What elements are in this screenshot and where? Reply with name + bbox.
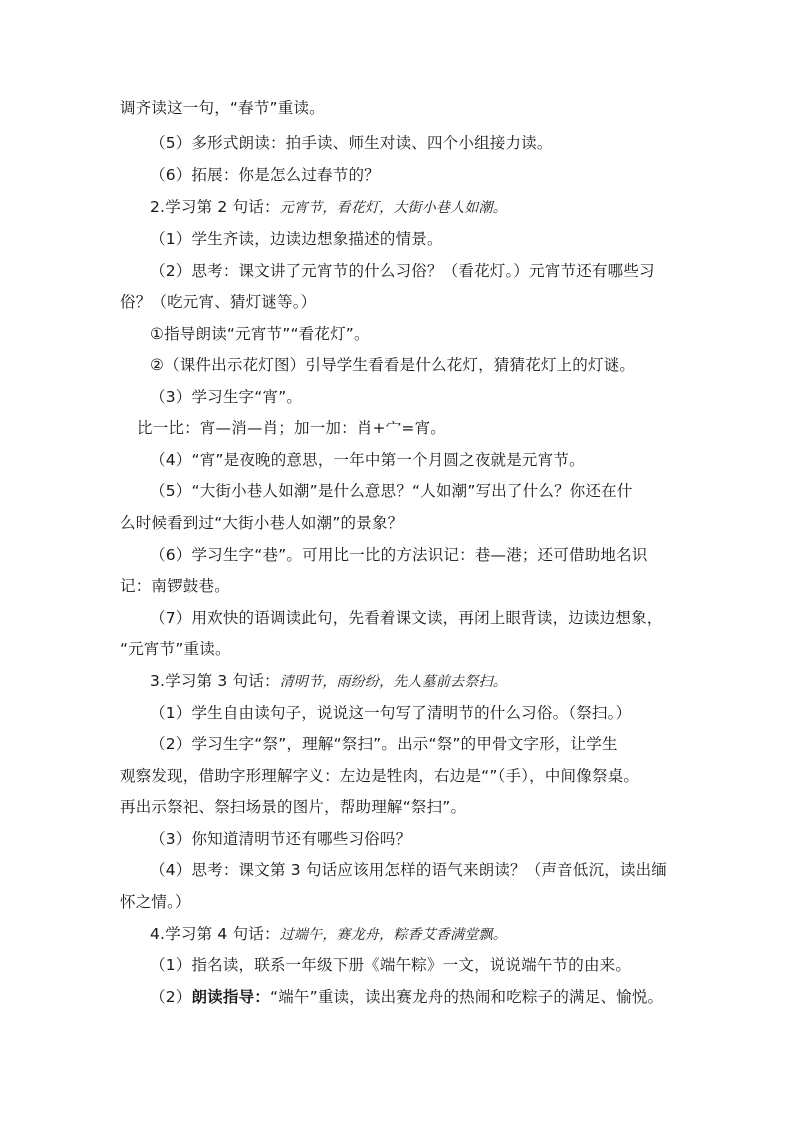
text-line: 再出示祭祀、祭扫场景的图片，帮助理解“祭扫”。 bbox=[120, 798, 467, 816]
text-line: ①指导朗读“元宵节”“看花灯”。 bbox=[150, 325, 370, 343]
text-line: “元宵节”重读。 bbox=[120, 640, 231, 658]
text-line: （4）思考：课文第 3 句话应该用怎样的语气来朗读？（声音低沉，读出缅 bbox=[150, 861, 668, 879]
text-line: ②（课件出示花灯图）引导学生看看是什么花灯，猜猜花灯上的灯谜。 bbox=[150, 356, 636, 374]
text-line: （2）学习生字“祭”，理解“祭扫”。出示“祭”的甲骨文字形，让学生 bbox=[150, 735, 618, 753]
text-line: 调齐读这一句，“春节”重读。 bbox=[120, 99, 325, 117]
text-line bbox=[150, 924, 507, 945]
list-marker: （2） bbox=[150, 988, 192, 1006]
text-line: 记：南锣鼓巷。 bbox=[120, 577, 230, 595]
lesson-sentence: 清明节，雨纷纷，先人墓前去祭扫。 bbox=[279, 674, 507, 690]
text-line: （2）思考：课文讲了元宵节的什么习俗？（看花灯。）元宵节还有哪些习 bbox=[150, 262, 655, 280]
text-line: 观察发现，借助字形理解字义：左边是牲肉，右边是“”（手），中间像祭桌。 bbox=[120, 767, 640, 785]
text-line: （6）学习生字“巷”。可用比一比的方法识记：巷—港；还可借助地名识 bbox=[150, 546, 648, 564]
text-line: （4）“宵”是夜晚的意思，一年中第一个月圆之夜就是元宵节。 bbox=[150, 451, 585, 469]
text-line: （7）用欢快的语调读此句，先看着课文读，再闭上眼背读，边读边想象， bbox=[150, 609, 663, 627]
text-line: 比一比：宵—消—肖；加一加：肖+宀=宵。 bbox=[137, 419, 446, 437]
reading-guide-text: “端午”重读，读出赛龙舟的热闹和吃粽子的满足、愉悦。 bbox=[269, 988, 664, 1006]
lesson-sentence: 元宵节，看花灯，大街小巷人如潮。 bbox=[279, 200, 507, 216]
text-line: 怀之情。） bbox=[120, 893, 191, 911]
text-line: 俗？（吃元宵、猜灯谜等。） bbox=[120, 293, 317, 311]
text-line: （6）拓展：你是怎么过春节的？ bbox=[150, 166, 380, 184]
text-line: 么时候看到过“大街小巷人如潮”的景象？ bbox=[120, 514, 404, 532]
section-heading: 2.学习第 2 句话： bbox=[150, 198, 280, 216]
text-line: （3）你知道清明节还有哪些习俗吗？ bbox=[150, 830, 412, 848]
lesson-sentence: 过端午，赛龙舟，粽香艾香满堂飘。 bbox=[279, 927, 507, 943]
text-line: （5）“大街小巷人如潮”是什么意思？“人如潮”写出了什么？你还在什 bbox=[150, 482, 633, 500]
text-line: （1）学生自由读句子，说说这一句写了清明节的什么习俗。（祭扫。） bbox=[150, 704, 632, 722]
section-heading: 4.学习第 4 句话： bbox=[150, 925, 280, 943]
text-line: （3）学习生字“宵”。 bbox=[150, 388, 303, 406]
text-line bbox=[150, 987, 663, 1007]
section-heading: 3.学习第 3 句话： bbox=[150, 672, 280, 690]
text-line bbox=[150, 197, 507, 218]
reading-guide-label: 朗读指导： bbox=[191, 988, 270, 1006]
text-line: （5）多形式朗读：拍手读、师生对读、四个小组接力读。 bbox=[150, 134, 553, 152]
text-line bbox=[150, 671, 507, 692]
text-line: （1）学生齐读，边读边想象描述的情景。 bbox=[150, 230, 443, 248]
text-line: （1）指名读，联系一年级下册《端午粽》一文，说说端午节的由来。 bbox=[150, 956, 632, 974]
